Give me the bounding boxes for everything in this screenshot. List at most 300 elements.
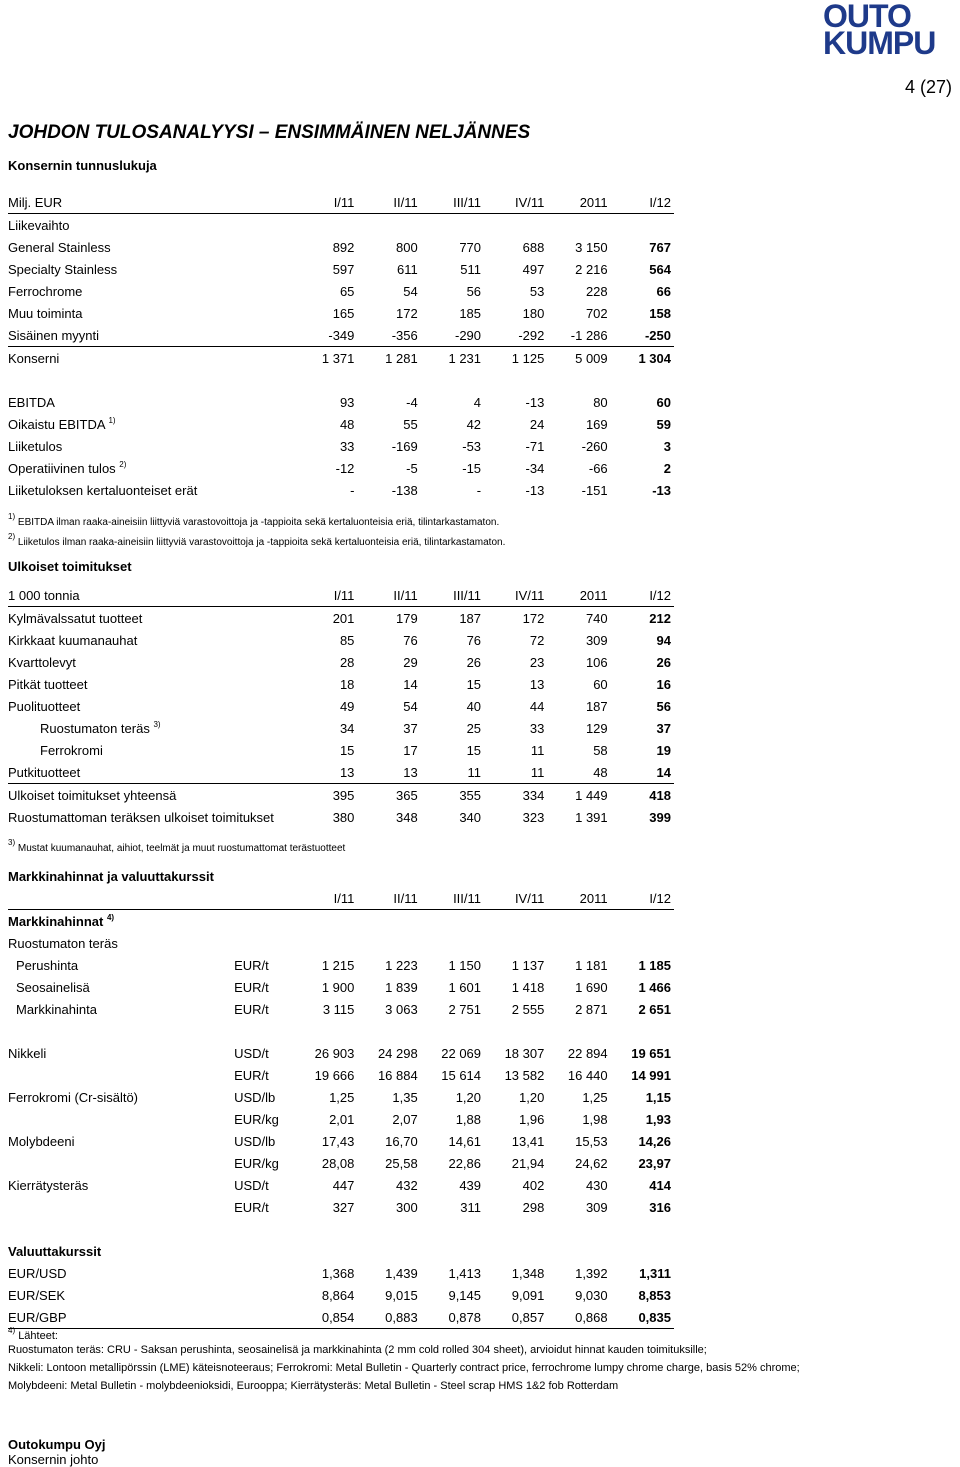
table-row — [8, 369, 674, 391]
empty-cell — [294, 1020, 357, 1042]
value-cell: -138 — [391, 482, 418, 498]
empty-cell — [611, 1218, 674, 1240]
value-cell: -15 — [462, 460, 482, 476]
empty-cell — [357, 932, 420, 954]
row-label: Konserni — [8, 347, 294, 370]
footer-unit: Konsernin johto — [8, 1452, 99, 1467]
fx-heading: Valuuttakurssit — [8, 1243, 102, 1259]
value-cell: 11 — [530, 742, 545, 758]
empty-cell — [611, 910, 674, 933]
value-cell: 228 — [585, 283, 608, 299]
period-header: I/12 — [611, 584, 674, 607]
row-label: Operatiivinen tulos $^{2)}$ — [8, 460, 127, 476]
row-label: Sisäinen myynti — [8, 327, 100, 343]
value-cell: 1 281 — [357, 347, 420, 370]
value-cell: 17 — [403, 742, 418, 758]
value-cell: -34 — [525, 460, 545, 476]
value-cell: -13 — [652, 482, 671, 498]
value-cell: 702 — [585, 305, 608, 321]
value-cell: 169 — [585, 416, 608, 432]
empty-cell — [547, 1218, 610, 1240]
table-row — [8, 932, 674, 954]
value-cell: 1 137 — [511, 957, 545, 973]
table-row — [8, 739, 674, 761]
unit-cell: USD/t — [234, 1045, 269, 1061]
value-cell: 9,015 — [385, 1287, 418, 1303]
unit-label: 1 000 tonnia — [8, 584, 294, 607]
value-cell: 439 — [459, 1177, 482, 1193]
empty-cell — [234, 1306, 294, 1329]
row-label: Ferrokromi — [40, 742, 103, 758]
empty-cell — [421, 932, 484, 954]
value-cell: 14,61 — [448, 1133, 482, 1149]
value-cell: 56 — [656, 698, 671, 714]
table-row — [8, 1086, 674, 1108]
value-cell: 42 — [466, 416, 482, 432]
value-cell: 2 — [663, 460, 671, 476]
value-cell: 1 181 — [575, 957, 608, 973]
value-cell: 2 555 — [511, 1001, 545, 1017]
deliveries-table — [8, 584, 674, 828]
value-cell: -151 — [581, 482, 608, 498]
row-label: EUR/GBP — [8, 1306, 234, 1329]
value-cell: 1 125 — [484, 347, 547, 370]
value-cell: 19 651 — [631, 1045, 671, 1061]
value-cell: 76 — [403, 632, 418, 648]
value-cell: 800 — [396, 239, 418, 255]
value-cell: 106 — [585, 654, 608, 670]
value-cell: 1 304 — [611, 347, 674, 370]
table-row — [8, 324, 674, 347]
table-row — [8, 954, 674, 976]
empty-cell — [234, 932, 294, 954]
section-title-deliveries: Ulkoiset toimitukset — [8, 559, 132, 574]
row-label: Molybdeeni — [8, 1133, 75, 1149]
footnote-mark: 1) — [108, 416, 116, 425]
value-cell: 13 — [357, 761, 420, 784]
value-cell: -66 — [588, 460, 608, 476]
empty-cell — [357, 214, 420, 237]
value-cell: 1 900 — [321, 979, 355, 995]
group-label: Liikevaihto — [8, 217, 70, 233]
value-cell: 11 — [484, 761, 547, 784]
value-cell: 309 — [585, 632, 608, 648]
table-row — [8, 629, 674, 651]
value-cell: 93 — [339, 394, 355, 410]
row-label: Muu toiminta — [8, 305, 83, 321]
value-cell: 1,88 — [455, 1111, 482, 1127]
value-cell: 430 — [585, 1177, 608, 1193]
outokumpu-logo — [823, 0, 958, 61]
row-label: EUR/SEK — [8, 1287, 66, 1303]
value-cell: 24 — [529, 416, 545, 432]
value-cell: 3 — [663, 438, 671, 454]
row-label: Perushinta — [16, 957, 79, 973]
value-cell: -349 — [328, 327, 355, 343]
empty-cell — [357, 1020, 420, 1042]
value-cell: 85 — [339, 632, 355, 648]
value-cell: 1,25 — [329, 1089, 355, 1105]
value-cell: 13 — [294, 761, 357, 784]
value-cell: 18 — [339, 676, 355, 692]
empty-cell — [421, 1218, 484, 1240]
value-cell: 1,35 — [392, 1089, 418, 1105]
value-cell: 380 — [332, 809, 355, 825]
empty-cell — [357, 1240, 420, 1262]
value-cell: 892 — [332, 239, 355, 255]
value-cell: 66 — [656, 283, 671, 299]
row-label: General Stainless — [8, 239, 111, 255]
row-label: Kylmävalssatut tuotteet — [8, 610, 143, 626]
page-title: JOHDON TULOSANALYYSI – ENSIMMÄINEN NELJÄNNES — [8, 122, 531, 143]
value-cell: 13 — [529, 676, 545, 692]
value-cell: 1 449 — [575, 787, 608, 803]
value-cell: 15 — [339, 742, 355, 758]
value-cell: 11 — [421, 761, 484, 784]
table-row — [8, 236, 674, 258]
value-cell: 37 — [403, 720, 418, 736]
unit-cell: USD/lb — [234, 1133, 276, 1149]
table-row — [8, 784, 674, 807]
value-cell: 418 — [649, 787, 671, 803]
row-label: Nikkeli — [8, 1045, 47, 1061]
table-row — [8, 976, 674, 998]
value-cell: 9,030 — [575, 1287, 608, 1303]
period-header: 2011 — [547, 191, 610, 214]
period-header: 2011 — [547, 887, 610, 910]
value-cell: - — [476, 482, 482, 498]
row-label: Ulkoiset toimitukset yhteensä — [8, 787, 177, 803]
value-cell: 28 — [339, 654, 355, 670]
value-cell: 0,883 — [357, 1306, 420, 1329]
value-cell: 58 — [593, 742, 608, 758]
empty-cell — [8, 1020, 234, 1042]
table-row — [8, 717, 674, 739]
table-row — [8, 280, 674, 302]
empty-cell — [547, 932, 610, 954]
value-cell: -71 — [525, 438, 545, 454]
section-title-kpi: Konsernin tunnuslukuja — [8, 158, 157, 173]
value-cell: 1 690 — [575, 979, 608, 995]
section-title-market: Markkinahinnat ja valuuttakurssit — [8, 869, 214, 884]
row-label — [8, 1064, 234, 1086]
period-header: III/11 — [421, 191, 484, 214]
unit-cell: EUR/kg — [234, 1155, 279, 1171]
value-cell: 53 — [529, 283, 545, 299]
value-cell: 1 391 — [575, 809, 608, 825]
table-row — [8, 1130, 674, 1152]
value-cell: 316 — [649, 1199, 671, 1215]
value-cell: 165 — [332, 305, 355, 321]
sources-note — [8, 1326, 58, 1342]
value-cell: 48 — [547, 761, 610, 784]
empty-cell — [421, 369, 484, 391]
value-cell: 355 — [459, 787, 482, 803]
empty-cell — [484, 214, 547, 237]
value-cell: 24,62 — [575, 1155, 608, 1171]
value-cell: 1 150 — [448, 957, 482, 973]
unit-cell: EUR/t — [234, 957, 269, 973]
value-cell: -260 — [581, 438, 608, 454]
footnote-mark: 2) — [8, 532, 16, 541]
table-row — [8, 391, 674, 413]
value-cell: -4 — [406, 394, 418, 410]
value-cell: 14 — [611, 761, 674, 784]
row-label: Kierrätysteräs — [8, 1177, 89, 1193]
value-cell: 414 — [649, 1177, 671, 1193]
table-row — [8, 413, 674, 435]
table-row — [8, 1174, 674, 1196]
footnote-text: Liiketulos ilman raaka-aineisiin liittyviä varastovoittoja ja -tappioita sekä kertaluonteisia eriä, tilintarkastamaton. — [15, 537, 506, 548]
row-label: Ruostumaton teräs $^{3)}$ — [40, 720, 161, 736]
value-cell: 13 582 — [504, 1067, 545, 1083]
unit-cell: USD/lb — [234, 1089, 276, 1105]
row-label: Specialty Stainless — [8, 261, 118, 277]
value-cell: 59 — [656, 416, 671, 432]
empty-cell — [294, 1218, 357, 1240]
value-cell: 1 215 — [321, 957, 355, 973]
row-label: Ferrokromi (Cr-sisältö) — [8, 1089, 138, 1105]
period-header: I/12 — [611, 191, 674, 214]
value-cell: 298 — [522, 1199, 545, 1215]
value-cell: 172 — [396, 305, 418, 321]
value-cell: 26 — [656, 654, 671, 670]
table-row — [8, 1284, 674, 1306]
row-label — [8, 1152, 234, 1174]
value-cell: 597 — [332, 261, 355, 277]
value-cell: 33 — [529, 720, 545, 736]
empty-cell — [547, 1020, 610, 1042]
value-cell: 15,53 — [575, 1133, 608, 1149]
value-cell: 33 — [339, 438, 355, 454]
value-cell: 2,07 — [392, 1111, 418, 1127]
value-cell: -12 — [335, 460, 355, 476]
market-prices-table — [8, 887, 674, 1329]
empty-cell — [234, 1020, 294, 1042]
empty-cell — [611, 1020, 674, 1042]
value-cell: 56 — [466, 283, 482, 299]
value-cell: 14 991 — [631, 1067, 671, 1083]
value-cell: 611 — [396, 261, 418, 277]
value-cell: 447 — [332, 1177, 355, 1193]
value-cell: 1,311 — [639, 1265, 671, 1281]
empty-cell — [484, 910, 547, 933]
period-header: IV/11 — [484, 584, 547, 607]
sources-line-2: Nikkeli: Lontoon metallipörssin (LME) käteisnoteeraus; Ferrokromi: Metal Bulletin - Quarterly contract price, ferrochrome lumpy chrome charge, basis 52% chrome; — [8, 1362, 800, 1374]
value-cell: 8,864 — [321, 1287, 355, 1303]
empty-cell — [294, 214, 357, 237]
value-cell: 767 — [649, 239, 671, 255]
table-row — [8, 435, 674, 457]
table-row — [8, 258, 674, 280]
value-cell: 511 — [460, 261, 482, 277]
table-row — [8, 1042, 674, 1064]
table-row — [8, 214, 674, 237]
value-cell: 54 — [403, 283, 418, 299]
value-cell: 129 — [585, 720, 608, 736]
table-row — [8, 1152, 674, 1174]
value-cell: 55 — [403, 416, 418, 432]
table-row — [8, 1064, 674, 1086]
row-label: Kirkkaat kuumanauhat — [8, 632, 138, 648]
value-cell: 65 — [339, 283, 355, 299]
table-row — [8, 191, 674, 214]
kpi-table — [8, 191, 674, 501]
deliveries-footnote — [8, 838, 345, 854]
value-cell: 185 — [459, 305, 482, 321]
logo-line-2: KUMPU — [823, 25, 936, 61]
value-cell: 2 651 — [638, 1001, 671, 1017]
value-cell: 4 — [473, 394, 482, 410]
value-cell: 14,26 — [638, 1133, 671, 1149]
footnote-mark: 4) — [106, 913, 115, 922]
kpi-footnotes — [8, 512, 505, 552]
row-label: EBITDA — [8, 394, 55, 410]
value-cell: 334 — [522, 787, 545, 803]
table-row — [8, 806, 674, 828]
value-cell: 399 — [649, 809, 671, 825]
group-label: Ruostumaton teräs — [8, 935, 118, 951]
value-cell: 2 216 — [575, 261, 608, 277]
value-cell: 564 — [649, 261, 671, 277]
empty-cell — [294, 932, 357, 954]
value-cell: 29 — [403, 654, 418, 670]
empty-cell — [421, 1240, 484, 1262]
empty-cell — [611, 369, 674, 391]
period-header: I/11 — [294, 887, 357, 910]
empty-cell — [234, 887, 294, 910]
value-cell: -290 — [455, 327, 482, 343]
value-cell: 1,98 — [582, 1111, 608, 1127]
empty-cell — [484, 369, 547, 391]
value-cell: 1 466 — [638, 979, 671, 995]
period-header: 2011 — [547, 584, 610, 607]
row-label: Puolituotteet — [8, 698, 81, 714]
unit-cell: EUR/t — [234, 1001, 269, 1017]
value-cell: 1,20 — [519, 1089, 545, 1105]
value-cell: 0,854 — [294, 1306, 357, 1329]
value-cell: 23,97 — [638, 1155, 671, 1171]
table-row — [8, 1306, 674, 1329]
empty-cell — [294, 369, 357, 391]
unit-cell: USD/t — [234, 1177, 269, 1193]
empty-cell — [234, 1218, 294, 1240]
value-cell: 94 — [656, 632, 671, 648]
value-cell: 3 115 — [322, 1001, 355, 1017]
row-label: Kvarttolevyt — [8, 654, 76, 670]
value-cell: 44 — [529, 698, 545, 714]
empty-cell — [547, 369, 610, 391]
empty-cell — [8, 1218, 234, 1240]
empty-cell — [611, 1240, 674, 1262]
value-cell: -292 — [518, 327, 545, 343]
empty-cell — [8, 887, 234, 910]
table-row — [8, 302, 674, 324]
row-label: Pitkät tuotteet — [8, 676, 88, 692]
period-header: II/11 — [357, 887, 420, 910]
row-label: EUR/USD — [8, 1265, 67, 1281]
value-cell: -53 — [462, 438, 482, 454]
empty-cell — [484, 932, 547, 954]
value-cell: -5 — [406, 460, 418, 476]
table-row — [8, 998, 674, 1020]
value-cell: 323 — [522, 809, 545, 825]
table-row — [8, 1108, 674, 1130]
row-label: Ruostumattoman teräksen ulkoiset toimitukset — [8, 809, 274, 825]
value-cell: 25,58 — [385, 1155, 418, 1171]
value-cell: 5 009 — [547, 347, 610, 370]
value-cell: 1,96 — [519, 1111, 545, 1127]
value-cell: 21,94 — [511, 1155, 545, 1171]
value-cell: 49 — [339, 698, 355, 714]
unit-label: Milj. EUR — [8, 191, 294, 214]
table-row — [8, 347, 674, 370]
footnote-text: Mustat kuumanauhat, aihiot, teelmät ja muut ruostumattomat terästuotteet — [15, 843, 346, 854]
empty-cell — [547, 1240, 610, 1262]
value-cell: 80 — [593, 394, 608, 410]
empty-cell — [421, 214, 484, 237]
value-cell: 2 871 — [575, 1001, 608, 1017]
value-cell: 1,15 — [645, 1089, 671, 1105]
empty-cell — [234, 1240, 294, 1262]
row-label: Markkinahinta — [16, 1001, 97, 1017]
table-row — [8, 457, 674, 479]
empty-cell — [357, 369, 420, 391]
value-cell: 348 — [396, 809, 418, 825]
value-cell: 54 — [403, 698, 418, 714]
value-cell: - — [350, 482, 355, 498]
value-cell: 365 — [396, 787, 418, 803]
period-header: IV/11 — [484, 887, 547, 910]
value-cell: 172 — [522, 610, 545, 626]
row-label — [8, 1196, 234, 1218]
row-label: Liiketuloksen kertaluonteiset erät — [8, 482, 198, 498]
table-row — [8, 1196, 674, 1218]
empty-cell — [421, 1020, 484, 1042]
table-row — [8, 651, 674, 673]
empty-cell — [357, 1218, 420, 1240]
footnote-mark: 3) — [8, 838, 16, 847]
value-cell: 327 — [332, 1199, 355, 1215]
sources-line-1: Ruostumaton teräs: CRU - Saksan perushinta, seosainelisä ja markkinahinta (2 mm cold rolled 304 sheet), arvioidut hinnat kauden toimituksille; — [8, 1344, 707, 1356]
value-cell: 1 601 — [448, 979, 482, 995]
footnote — [8, 532, 505, 552]
value-cell: 8,853 — [638, 1287, 671, 1303]
value-cell: 402 — [522, 1177, 545, 1193]
table-row — [8, 584, 674, 607]
value-cell: 1 185 — [638, 957, 671, 973]
value-cell: 17,43 — [321, 1133, 355, 1149]
value-cell: 1 371 — [294, 347, 357, 370]
footnote — [8, 512, 505, 532]
value-cell: 25 — [466, 720, 482, 736]
value-cell: 187 — [459, 610, 482, 626]
value-cell: 60 — [593, 676, 608, 692]
period-header: I/11 — [294, 584, 357, 607]
table-row — [8, 607, 674, 630]
value-cell: 180 — [522, 305, 545, 321]
period-header: I/11 — [294, 191, 357, 214]
value-cell: 3 063 — [385, 1001, 418, 1017]
value-cell: 1,20 — [455, 1089, 482, 1105]
empty-cell — [8, 369, 294, 391]
empty-cell — [484, 1218, 547, 1240]
value-cell: 9,091 — [511, 1287, 545, 1303]
footnote-text: EBITDA ilman raaka-aineisiin liittyviä varastovoittoja ja -tappioita sekä kertaluonteisia eriä, tilintarkastamaton. — [15, 517, 500, 528]
empty-cell — [484, 1020, 547, 1042]
value-cell: 1,93 — [645, 1111, 671, 1127]
value-cell: 0,868 — [547, 1306, 610, 1329]
